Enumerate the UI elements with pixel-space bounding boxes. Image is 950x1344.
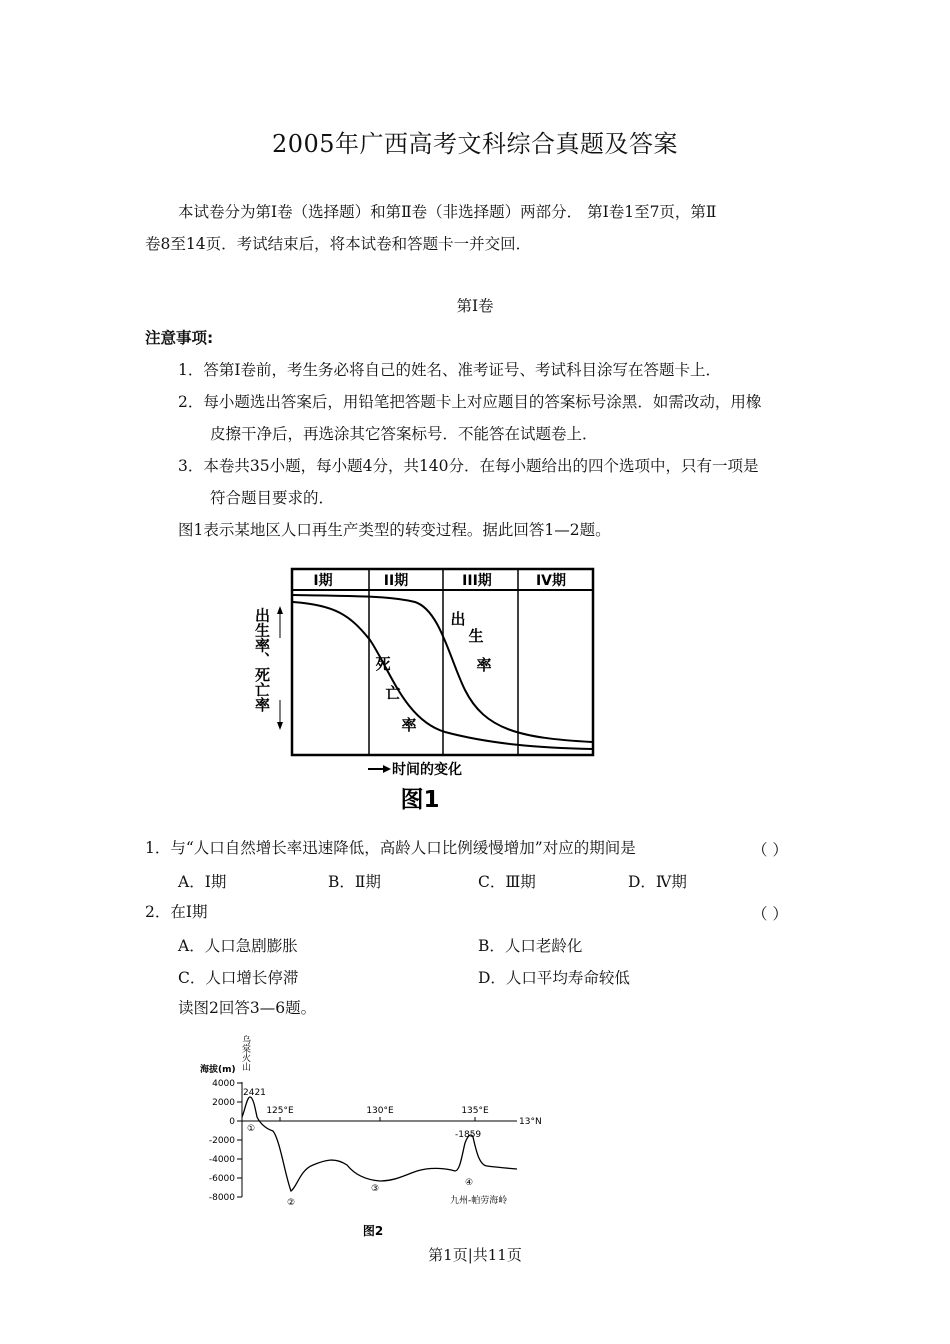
figure2-caption: 图2 xyxy=(362,1224,384,1238)
figure1-intro: 图1表示某地区人口再生产类型的转变过程。据此回答1—2题。 xyxy=(178,521,611,539)
note-1: 1．答第Ⅰ卷前，考生务必将自己的姓名、准考证号、考试科目涂写在答题卡上． xyxy=(178,361,721,379)
marker-2: ② xyxy=(287,1198,296,1208)
marker-4: ④ xyxy=(465,1178,474,1188)
y-axis-label-top: 出生率 xyxy=(253,607,271,653)
figure1-caption: 图1 xyxy=(400,787,440,813)
y-tick-neg8000: -8000 xyxy=(208,1193,235,1203)
volcano-label: 乌棠火山 xyxy=(240,1035,250,1071)
x-tick-130E: 130°E xyxy=(366,1106,394,1116)
period-4-label: IV期 xyxy=(535,573,567,589)
question-2-stem: 2．在Ⅰ期 xyxy=(145,903,208,921)
page-footer: 第1页|共11页 xyxy=(428,1246,522,1264)
x-tick-135E: 135°E xyxy=(461,1106,489,1116)
section-heading: 第Ⅰ卷 xyxy=(456,297,494,315)
figure1-chart xyxy=(240,560,620,820)
notes-heading: 注意事项: xyxy=(145,329,214,347)
q1-option-b[interactable]: B．Ⅱ期 xyxy=(328,873,381,891)
question-1-stem: 1．与“人口自然增长率迅速降低，高龄人口比例缓慢增加”对应的期间是 xyxy=(145,839,636,857)
q2-option-d[interactable]: D．人口平均寿命较低 xyxy=(478,969,630,987)
ridge-label: 九州-帕劳海岭 xyxy=(450,1196,508,1206)
y-tick-neg6000: -6000 xyxy=(208,1174,235,1184)
q2-option-c[interactable]: C．人口增长停滞 xyxy=(178,969,299,987)
y-tick-0: 0 xyxy=(229,1117,235,1127)
birth-label-2: 生 xyxy=(468,627,484,645)
x-tick-125E: 125°E xyxy=(266,1106,294,1116)
x-arrowhead xyxy=(383,765,391,773)
intro-line-1: 本试卷分为第Ⅰ卷（选择题）和第Ⅱ卷（非选择题）两部分． 第Ⅰ卷1至7页，第Ⅱ xyxy=(178,203,717,221)
death-label-3: 率 xyxy=(401,716,417,734)
y-arrowhead-down xyxy=(277,722,283,730)
marker-1: ① xyxy=(247,1124,256,1134)
note-2-cont: 皮擦干净后，再选涂其它答案标号．不能答在试题卷上． xyxy=(210,425,598,443)
q1-option-c[interactable]: C．Ⅲ期 xyxy=(478,873,536,891)
death-label-2: 亡 xyxy=(385,684,401,702)
birth-label-1: 出 xyxy=(450,610,466,628)
y-tick-2000: 2000 xyxy=(212,1098,235,1108)
y-axis-label-bottom: 、死亡率 xyxy=(253,652,271,712)
period-1-label: I期 xyxy=(313,573,333,589)
latitude-label: 13°N xyxy=(519,1117,542,1127)
question-2-answer-blank[interactable]: （ ） xyxy=(752,905,788,923)
note-3: 3．本卷共35小题，每小题4分，共140分．在每小题给出的四个选项中，只有一项是 xyxy=(178,457,759,475)
note-3-cont: 符合题目要求的． xyxy=(210,489,335,507)
q1-option-d[interactable]: D．Ⅳ期 xyxy=(628,873,687,891)
marker-3: ③ xyxy=(371,1184,380,1194)
intro-line-2: 卷8至14页．考试结束后，将本试卷和答题卡一并交回． xyxy=(145,235,532,253)
peak-elevation-label: 2421 xyxy=(243,1088,266,1098)
figure2-chart xyxy=(195,1025,555,1245)
figure2-y-title: 海拔(m) xyxy=(200,1065,236,1075)
page-title: 2005年广西高考文科综合真题及答案 xyxy=(271,130,679,158)
period-3-label: III期 xyxy=(462,573,492,589)
death-label-1: 死 xyxy=(375,655,391,673)
y-tick-4000: 4000 xyxy=(212,1079,235,1089)
y-tick-neg2000: -2000 xyxy=(208,1136,235,1146)
y-arrowhead-up xyxy=(277,606,283,614)
q2-option-a[interactable]: A．人口急剧膨胀 xyxy=(178,937,298,955)
seamount-elevation-label: -1859 xyxy=(455,1130,482,1140)
figure2-intro: 读图2回答3—6题。 xyxy=(178,999,317,1017)
birth-label-3: 率 xyxy=(476,656,492,674)
q2-option-b[interactable]: B．人口老龄化 xyxy=(478,937,583,955)
y-tick-neg4000: -4000 xyxy=(208,1155,235,1165)
question-1-answer-blank[interactable]: （ ） xyxy=(752,841,788,859)
x-axis-label: 时间的变化 xyxy=(392,762,462,778)
q1-option-a[interactable]: A．Ⅰ期 xyxy=(178,873,227,891)
note-2: 2．每小题选出答案后，用铅笔把答题卡上对应题目的答案标号涂黑．如需改动，用橡 xyxy=(178,393,762,411)
period-2-label: II期 xyxy=(383,573,409,589)
